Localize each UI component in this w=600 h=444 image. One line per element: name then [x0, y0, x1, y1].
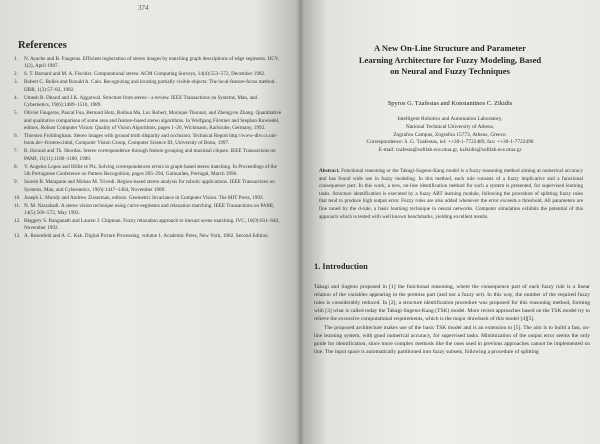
body-paragraph: The proposed architecture makes use of the basic TSK model and is an extension to [5]. The aim is to build a fast, on-line learning system, with good numerical accuracy, for supervised tasks. Minimization of the output error seems the only guide for identification, since more complex methods like the ones used in previous approaches cannot be implemented on line. The input space is automatically partitioned into fuzzy subsets, following a procedure of splitting [314, 325, 590, 355]
reference-text: Olivier Faugeras, Pascal Fua, Bernard Hotz, Ruihua Ma, Luc Robert, Monique Thonnat, and Zhengyou Zhang. Quantitative and qualitative comparison of some area and feature-based stereo algorithms. In Wolfgang Förstner and Stephan Ruwiedel, editors, Robust Computer Vision: Quality of Vision Algorithms, pages 1–26, Wichmann, Karlsruhe, Germany, 1992. [24, 110, 282, 132]
correspondence-line: Correspondence: S. G. Tzafestas, tel: ++30-1-7722489, fax: ++30-1-7722490 [366, 139, 534, 146]
reference-item [14, 195, 282, 202]
reference-text: Joseph L. Mundy and Andrew Zisserman, editors. Geometric Invariance in Computer Vision. The MIT Press, 1992. [24, 194, 264, 201]
reference-number: 6. [14, 133, 18, 140]
title-line: on Neural and Fuzzy Techniques [390, 66, 510, 76]
book-gutter [296, 0, 304, 444]
references-list [14, 56, 282, 241]
reference-item [14, 164, 282, 179]
reference-number: 4. [14, 94, 18, 101]
reference-text: Thorsten Frohlinghaus. Stereo images with ground truth disparity and occlusion. Technical Report http://www-dbv.cs.uni-bonn.de/~ft/stereo.html, Computer Vision Group, Computer Science III, University of Bonn, 1997. [24, 133, 278, 147]
reference-number: 8. [14, 163, 18, 170]
reference-item [14, 133, 282, 148]
abstract [319, 168, 583, 221]
reference-item [14, 110, 282, 132]
affiliation-block [324, 116, 576, 155]
title-line: Learning Architecture for Fuzzy Modeling, Based [358, 54, 542, 65]
email-line: E-mail: tzafesta@softlab.ece.ntua.gr, kzikidis@softlab.ece.ntua.gr [378, 147, 522, 154]
affiliation-line: National Technical University of Athens, [405, 123, 495, 130]
reference-number: 11. [14, 202, 21, 209]
title-line: A New On-Line Structure and Parameter [374, 43, 526, 53]
introduction-body [314, 283, 590, 357]
reference-number: 5. [14, 110, 18, 117]
reference-number: 7. [14, 148, 18, 155]
reference-item [14, 203, 282, 218]
reference-number: 1. [14, 56, 18, 62]
reference-text: V. Angelos Lopez and Hillie te Plz. Solving correspondences errors in graph-based stereo matching. In Proceedings of the 5th Portuguese Conference on Pattern Recognition, pages 265–294, Guimarães, Portugal, March 1996. [24, 163, 277, 178]
reference-number: 13. [14, 233, 21, 240]
reference-number: 9. [14, 179, 18, 186]
affiliation-line: Zografou Campus, Zografou 15773, Athens, Greece. [393, 131, 507, 138]
reference-text: S. T. Barnard and M. A. Fischler. Computational stereo. ACM Computing Surveys, 14(4):553–572, December 1982. [24, 71, 266, 78]
right-page [300, 0, 600, 444]
reference-item [14, 233, 282, 240]
body-paragraph: Takagi and Sugeno proposed in [1] the functional reasoning, where the consequence part of each fuzzy rule is a linear relation of the variables appearing in the premise part (and not a fuzzy set). In this way, the number of the required fuzzy rules is considerably reduced. In [2], a structure identification procedure was proposed for this reasoning method, forming with [3] what is called today the Takagi-Sugeno-Kang (TSK) model. More recent approaches based on the TSK model try to relieve the excessive computational requirements, which is the major drawback of this model [4][5]. [314, 284, 590, 322]
reference-item [14, 179, 282, 194]
paper-title [324, 43, 576, 78]
reference-number: 3. [14, 79, 18, 86]
reference-number: 2. [14, 71, 18, 78]
page-number: 374 [138, 4, 149, 12]
reference-item [14, 79, 282, 94]
reference-number: 10. [14, 194, 21, 201]
paper-authors: Spyros G. Tzafestas and Konstantinos C. Zikidis [387, 100, 513, 107]
reference-text: N. Ayache and B. Faugeras. Efficient registration of stereo images by matching graph descriptions of edge segments. IJCV, 1(2), April 1987. [24, 56, 280, 70]
reference-item [14, 71, 282, 78]
reference-text: R. Horaud and Th. Skordas. Stereo correspondence through feature grouping and maximal cliques. IEEE Transactions on PAMI, 11(11):1168–1180, 1989. [24, 148, 276, 162]
reference-text: Umesh R. Dhond and J.K. Aggarwal. Structure from stereo - a review. IEEE Transactions on Systems, Man, and Cybernetics, 19(6):1489–1510, 1989. [24, 94, 258, 109]
section-heading: 1. Introduction [314, 262, 368, 271]
abstract-text: Functional reasoning or the Takagi-Sugeno-Kang model is a fuzzy reasoning method aiming at numerical accuracy and has found wide use in fuzzy modeling. In this method, each rule consists of a fuzzy implicative and a functional consequence part. In this work, a new, on-line identification method for such a system is presented, for supervised learning tasks. Structure identification is executed by a fuzzy ART learning module, following the procedure of splitting fuzzy rules that tend to produce high output error. Fuzzy rules are also added whenever the error exceeds a threshold. All parameters are fine tuned by the d-rule, a basic learning technique in neural networks. Computer simulation exhibits the potential of this approach which is tested with well known benchmarks, yielding excellent results. [319, 168, 583, 220]
abstract-label: Abstract. [319, 168, 340, 174]
reference-text: N. M. Nasrabadi. A stereo vision technique using curve-segments and relaxation matching. IEEE Transactions on PAMI, 14(5):566–572, May 1992. [24, 202, 275, 217]
reference-item [14, 218, 282, 233]
reference-number: 12. [14, 218, 21, 225]
references-heading: References [18, 40, 67, 51]
affiliation-line: Intelligent Robotics and Automation Laboratory, [397, 116, 503, 122]
reference-item [14, 148, 282, 163]
reference-text: Heggery S. Ranganath and Lauren J. Chipman. Fuzzy relaxation approach to inexact scene matching. IVC, 10(9):631–640, November 1992. [24, 218, 280, 232]
reference-item [14, 95, 282, 110]
reference-text: A. Rosenfeld and A. C. Kak. Digital Picture Processing, volume 1. Academic Press, New York, 1982. Second Edition. [24, 233, 269, 240]
reference-text: Robert C. Bolles and Ronald A. Cain. Recognizing and locating partially visible objects: The local-feature-focus method. IJRR, 1(3):57–82, 1982. [24, 79, 276, 93]
reference-text: Suresh B. Marapane and Mohan M. Trivedi. Region-based stereo analysis for robotic applications. IEEE Transactions on Systems, Man, and Cybernetics, 19(6):1447–1464, November 1989. [24, 179, 275, 193]
reference-item [14, 56, 282, 71]
